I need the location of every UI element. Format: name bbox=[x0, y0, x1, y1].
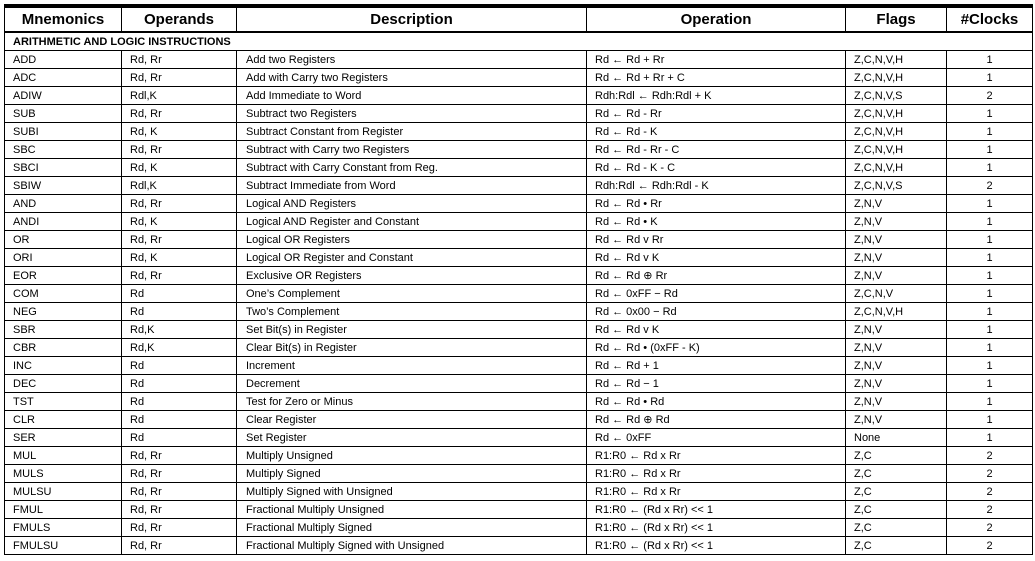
cell-flags: Z,C,N,V,H bbox=[846, 51, 947, 69]
cell-flags: Z,C,N,V,H bbox=[846, 303, 947, 321]
cell-description: Test for Zero or Minus bbox=[237, 393, 587, 411]
cell-operation: Rdh:Rdl ← Rdh:Rdl + K bbox=[587, 87, 846, 105]
header-flags: Flags bbox=[846, 6, 947, 32]
cell-flags: Z,C,N,V,S bbox=[846, 177, 947, 195]
cell-clocks: 1 bbox=[947, 357, 1033, 375]
header-operands: Operands bbox=[122, 6, 237, 32]
cell-mnemonic: SBR bbox=[5, 321, 122, 339]
cell-mnemonic: MULS bbox=[5, 465, 122, 483]
cell-operands: Rd, K bbox=[122, 159, 237, 177]
cell-operands: Rd, Rr bbox=[122, 105, 237, 123]
cell-operation: Rd ← Rd − 1 bbox=[587, 375, 846, 393]
cell-description: Set Bit(s) in Register bbox=[237, 321, 587, 339]
cell-operation: R1:R0 ← (Rd x Rr) << 1 bbox=[587, 519, 846, 537]
cell-mnemonic: EOR bbox=[5, 267, 122, 285]
cell-clocks: 1 bbox=[947, 375, 1033, 393]
cell-operation: Rd ← Rd - K bbox=[587, 123, 846, 141]
cell-mnemonic: FMULSU bbox=[5, 537, 122, 555]
cell-operands: Rd,K bbox=[122, 339, 237, 357]
cell-flags: Z,N,V bbox=[846, 249, 947, 267]
cell-description: Subtract two Registers bbox=[237, 105, 587, 123]
table-row bbox=[5, 357, 1033, 375]
cell-clocks: 1 bbox=[947, 123, 1033, 141]
cell-description: Add two Registers bbox=[237, 51, 587, 69]
header-description: Description bbox=[237, 6, 587, 32]
cell-operands: Rd, Rr bbox=[122, 267, 237, 285]
cell-clocks: 2 bbox=[947, 483, 1033, 501]
cell-flags: Z,C,N,V,S bbox=[846, 87, 947, 105]
cell-operands: Rd, K bbox=[122, 249, 237, 267]
table-row bbox=[5, 411, 1033, 429]
cell-mnemonic: SBCI bbox=[5, 159, 122, 177]
cell-clocks: 2 bbox=[947, 447, 1033, 465]
cell-clocks: 2 bbox=[947, 465, 1033, 483]
cell-clocks: 2 bbox=[947, 87, 1033, 105]
cell-operation: Rd ← Rd • (0xFF - K) bbox=[587, 339, 846, 357]
table-row bbox=[5, 159, 1033, 177]
table-row bbox=[5, 483, 1033, 501]
table-row bbox=[5, 195, 1033, 213]
cell-flags: Z,N,V bbox=[846, 375, 947, 393]
table-row bbox=[5, 213, 1033, 231]
instruction-table bbox=[4, 4, 1033, 555]
cell-description: Subtract Constant from Register bbox=[237, 123, 587, 141]
cell-flags: Z,N,V bbox=[846, 321, 947, 339]
cell-clocks: 1 bbox=[947, 411, 1033, 429]
cell-operands: Rd, Rr bbox=[122, 465, 237, 483]
cell-clocks: 1 bbox=[947, 105, 1033, 123]
table-row bbox=[5, 141, 1033, 159]
cell-mnemonic: COM bbox=[5, 285, 122, 303]
cell-clocks: 2 bbox=[947, 519, 1033, 537]
cell-operation: Rd ← 0x00 − Rd bbox=[587, 303, 846, 321]
cell-description: One’s Complement bbox=[237, 285, 587, 303]
cell-clocks: 1 bbox=[947, 267, 1033, 285]
table-row bbox=[5, 249, 1033, 267]
cell-mnemonic: SUB bbox=[5, 105, 122, 123]
cell-clocks: 1 bbox=[947, 213, 1033, 231]
cell-operation: Rd ← Rd - Rr bbox=[587, 105, 846, 123]
cell-operation: Rd ← Rd v Rr bbox=[587, 231, 846, 249]
cell-operands: Rdl,K bbox=[122, 177, 237, 195]
cell-mnemonic: DEC bbox=[5, 375, 122, 393]
cell-operation: Rd ← Rd v K bbox=[587, 249, 846, 267]
cell-mnemonic: ADC bbox=[5, 69, 122, 87]
header-operation: Operation bbox=[587, 6, 846, 32]
cell-operation: Rd ← Rd ⊕ Rd bbox=[587, 411, 846, 429]
cell-description: Logical AND Register and Constant bbox=[237, 213, 587, 231]
cell-flags: Z,C,N,V bbox=[846, 285, 947, 303]
cell-mnemonic: SUBI bbox=[5, 123, 122, 141]
header-clocks: #Clocks bbox=[947, 6, 1033, 32]
cell-description: Add with Carry two Registers bbox=[237, 69, 587, 87]
cell-mnemonic: CLR bbox=[5, 411, 122, 429]
cell-operands: Rd bbox=[122, 411, 237, 429]
cell-clocks: 1 bbox=[947, 249, 1033, 267]
cell-clocks: 1 bbox=[947, 231, 1033, 249]
table-row bbox=[5, 105, 1033, 123]
cell-mnemonic: CBR bbox=[5, 339, 122, 357]
cell-operation: Rd ← Rd • Rr bbox=[587, 195, 846, 213]
cell-description: Fractional Multiply Signed bbox=[237, 519, 587, 537]
cell-operation: Rd ← Rd • Rd bbox=[587, 393, 846, 411]
table-row bbox=[5, 375, 1033, 393]
table-row bbox=[5, 267, 1033, 285]
cell-mnemonic: FMULS bbox=[5, 519, 122, 537]
table-row bbox=[5, 447, 1033, 465]
cell-operation: Rd ← Rd v K bbox=[587, 321, 846, 339]
cell-mnemonic: MULSU bbox=[5, 483, 122, 501]
cell-operands: Rd bbox=[122, 429, 237, 447]
table-row bbox=[5, 303, 1033, 321]
cell-mnemonic: INC bbox=[5, 357, 122, 375]
cell-operands: Rd bbox=[122, 375, 237, 393]
table-row bbox=[5, 537, 1033, 555]
cell-operation: Rd ← Rd - Rr - C bbox=[587, 141, 846, 159]
cell-mnemonic: TST bbox=[5, 393, 122, 411]
cell-operation: Rdh:Rdl ← Rdh:Rdl - K bbox=[587, 177, 846, 195]
cell-operands: Rd, Rr bbox=[122, 69, 237, 87]
cell-flags: Z,C,N,V,H bbox=[846, 105, 947, 123]
table-row bbox=[5, 393, 1033, 411]
cell-description: Add Immediate to Word bbox=[237, 87, 587, 105]
table-row bbox=[5, 501, 1033, 519]
cell-operation: Rd ← 0xFF bbox=[587, 429, 846, 447]
cell-operation: Rd ← Rd + Rr bbox=[587, 51, 846, 69]
cell-description: Logical AND Registers bbox=[237, 195, 587, 213]
cell-operands: Rd, Rr bbox=[122, 537, 237, 555]
cell-operands: Rd, Rr bbox=[122, 447, 237, 465]
cell-operands: Rd,K bbox=[122, 321, 237, 339]
cell-description: Multiply Signed with Unsigned bbox=[237, 483, 587, 501]
cell-operation: R1:R0 ← (Rd x Rr) << 1 bbox=[587, 501, 846, 519]
cell-operands: Rd, K bbox=[122, 123, 237, 141]
cell-mnemonic: SER bbox=[5, 429, 122, 447]
cell-description: Logical OR Register and Constant bbox=[237, 249, 587, 267]
cell-mnemonic: MUL bbox=[5, 447, 122, 465]
cell-clocks: 1 bbox=[947, 141, 1033, 159]
cell-flags: Z,C,N,V,H bbox=[846, 69, 947, 87]
table-row bbox=[5, 231, 1033, 249]
cell-description: Subtract with Carry two Registers bbox=[237, 141, 587, 159]
cell-operation: R1:R0 ← Rd x Rr bbox=[587, 465, 846, 483]
cell-clocks: 1 bbox=[947, 429, 1033, 447]
cell-mnemonic: ADIW bbox=[5, 87, 122, 105]
cell-clocks: 1 bbox=[947, 195, 1033, 213]
header-row bbox=[5, 6, 1033, 32]
cell-operands: Rd bbox=[122, 285, 237, 303]
cell-operation: R1:R0 ← Rd x Rr bbox=[587, 447, 846, 465]
cell-description: Exclusive OR Registers bbox=[237, 267, 587, 285]
cell-operands: Rd, Rr bbox=[122, 195, 237, 213]
table-row bbox=[5, 123, 1033, 141]
cell-clocks: 1 bbox=[947, 69, 1033, 87]
cell-operation: Rd ← Rd + 1 bbox=[587, 357, 846, 375]
table-row bbox=[5, 69, 1033, 87]
cell-flags: Z,C bbox=[846, 483, 947, 501]
cell-flags: Z,C bbox=[846, 447, 947, 465]
cell-description: Increment bbox=[237, 357, 587, 375]
cell-description: Clear Bit(s) in Register bbox=[237, 339, 587, 357]
cell-flags: Z,C bbox=[846, 537, 947, 555]
cell-mnemonic: SBC bbox=[5, 141, 122, 159]
cell-flags: Z,C bbox=[846, 501, 947, 519]
cell-mnemonic: NEG bbox=[5, 303, 122, 321]
cell-operands: Rd, Rr bbox=[122, 483, 237, 501]
cell-flags: Z,C,N,V,H bbox=[846, 123, 947, 141]
cell-clocks: 2 bbox=[947, 537, 1033, 555]
cell-operands: Rd bbox=[122, 393, 237, 411]
cell-operands: Rd, Rr bbox=[122, 519, 237, 537]
section-row bbox=[5, 32, 1033, 51]
cell-mnemonic: ORI bbox=[5, 249, 122, 267]
table-row bbox=[5, 87, 1033, 105]
cell-clocks: 2 bbox=[947, 501, 1033, 519]
cell-clocks: 1 bbox=[947, 393, 1033, 411]
table-row bbox=[5, 339, 1033, 357]
cell-description: Two’s Complement bbox=[237, 303, 587, 321]
cell-mnemonic: SBIW bbox=[5, 177, 122, 195]
cell-description: Fractional Multiply Unsigned bbox=[237, 501, 587, 519]
cell-operation: R1:R0 ← (Rd x Rr) << 1 bbox=[587, 537, 846, 555]
table-row bbox=[5, 321, 1033, 339]
cell-clocks: 1 bbox=[947, 51, 1033, 69]
cell-operation: Rd ← Rd - K - C bbox=[587, 159, 846, 177]
cell-mnemonic: AND bbox=[5, 195, 122, 213]
cell-operation: Rd ← Rd + Rr + C bbox=[587, 69, 846, 87]
cell-flags: Z,C bbox=[846, 465, 947, 483]
table-row bbox=[5, 465, 1033, 483]
cell-mnemonic: ADD bbox=[5, 51, 122, 69]
cell-flags: Z,N,V bbox=[846, 267, 947, 285]
cell-description: Subtract with Carry Constant from Reg. bbox=[237, 159, 587, 177]
cell-description: Fractional Multiply Signed with Unsigned bbox=[237, 537, 587, 555]
cell-operands: Rd, Rr bbox=[122, 501, 237, 519]
cell-description: Subtract Immediate from Word bbox=[237, 177, 587, 195]
cell-description: Clear Register bbox=[237, 411, 587, 429]
cell-operands: Rd, K bbox=[122, 213, 237, 231]
cell-flags: Z,N,V bbox=[846, 411, 947, 429]
header-mnemonics: Mnemonics bbox=[5, 6, 122, 32]
table-row bbox=[5, 429, 1033, 447]
cell-flags: Z,N,V bbox=[846, 195, 947, 213]
table-row bbox=[5, 519, 1033, 537]
cell-operation: R1:R0 ← Rd x Rr bbox=[587, 483, 846, 501]
cell-flags: Z,C bbox=[846, 519, 947, 537]
cell-mnemonic: FMUL bbox=[5, 501, 122, 519]
cell-flags: Z,C,N,V,H bbox=[846, 159, 947, 177]
cell-clocks: 1 bbox=[947, 159, 1033, 177]
cell-flags: None bbox=[846, 429, 947, 447]
cell-operation: Rd ← Rd • K bbox=[587, 213, 846, 231]
cell-description: Set Register bbox=[237, 429, 587, 447]
cell-mnemonic: ANDI bbox=[5, 213, 122, 231]
cell-flags: Z,N,V bbox=[846, 393, 947, 411]
cell-clocks: 1 bbox=[947, 303, 1033, 321]
table-row bbox=[5, 285, 1033, 303]
cell-operation: Rd ← 0xFF − Rd bbox=[587, 285, 846, 303]
cell-description: Decrement bbox=[237, 375, 587, 393]
cell-clocks: 2 bbox=[947, 177, 1033, 195]
cell-operands: Rd bbox=[122, 303, 237, 321]
cell-description: Multiply Unsigned bbox=[237, 447, 587, 465]
cell-flags: Z,N,V bbox=[846, 357, 947, 375]
cell-operands: Rdl,K bbox=[122, 87, 237, 105]
cell-operation: Rd ← Rd ⊕ Rr bbox=[587, 267, 846, 285]
cell-clocks: 1 bbox=[947, 285, 1033, 303]
cell-mnemonic: OR bbox=[5, 231, 122, 249]
cell-operands: Rd, Rr bbox=[122, 51, 237, 69]
cell-clocks: 1 bbox=[947, 339, 1033, 357]
cell-operands: Rd, Rr bbox=[122, 231, 237, 249]
table-row bbox=[5, 177, 1033, 195]
cell-operands: Rd bbox=[122, 357, 237, 375]
section-title: ARITHMETIC AND LOGIC INSTRUCTIONS bbox=[5, 32, 1033, 51]
cell-flags: Z,C,N,V,H bbox=[846, 141, 947, 159]
cell-clocks: 1 bbox=[947, 321, 1033, 339]
table-row bbox=[5, 51, 1033, 69]
cell-flags: Z,N,V bbox=[846, 213, 947, 231]
instruction-table-container bbox=[4, 4, 1032, 555]
cell-operands: Rd, Rr bbox=[122, 141, 237, 159]
cell-flags: Z,N,V bbox=[846, 339, 947, 357]
cell-description: Multiply Signed bbox=[237, 465, 587, 483]
cell-description: Logical OR Registers bbox=[237, 231, 587, 249]
cell-flags: Z,N,V bbox=[846, 231, 947, 249]
